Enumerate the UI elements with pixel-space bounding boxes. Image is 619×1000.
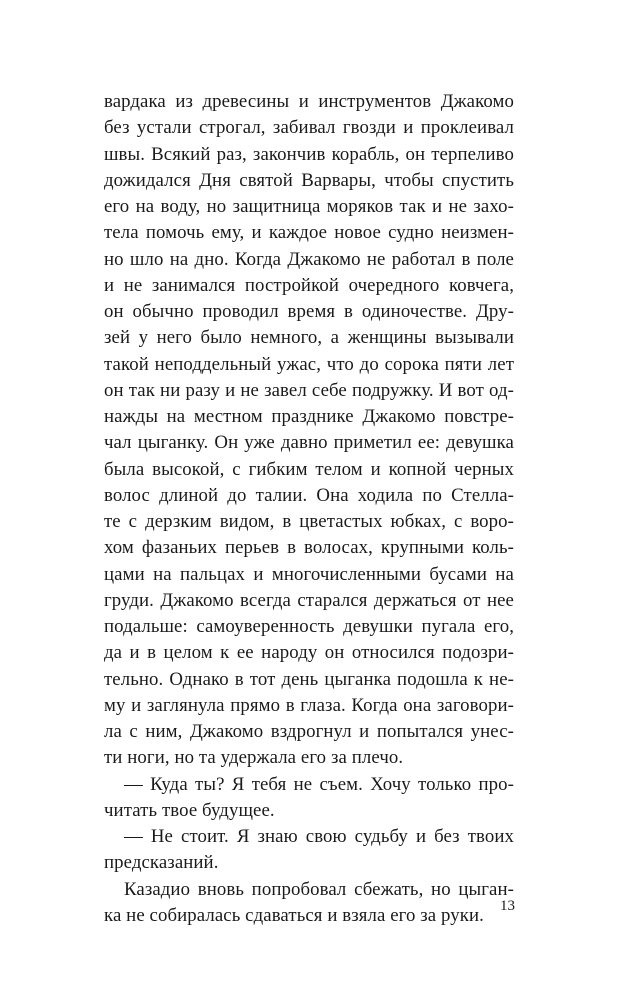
- text-line: ти ноги, но та удержала его за плечо.: [104, 747, 404, 769]
- text-line: была высокой, с гибким телом и копной черных: [104, 458, 514, 480]
- text-line: ка не собиралась сдаваться и взяла его за руки.: [104, 904, 484, 926]
- text-line: хом фазаньих перьев в волосах, крупными коль-: [104, 537, 514, 559]
- text-line: но шло на дно. Когда Джакомо не работал в поле: [104, 248, 514, 270]
- text-line: предсказаний.: [104, 852, 219, 874]
- text-line: — Не стоит. Я знаю свою судьбу и без твоих: [124, 826, 514, 847]
- text-line: его на воду, но защитница моряков так и не захо-: [104, 196, 514, 217]
- text-line: — Куда ты? Я тебя не съем. Хочу только про-: [124, 773, 514, 795]
- page-text-block: [104, 89, 514, 929]
- page-number: 13: [500, 898, 515, 914]
- text-line: му и заглянула прямо в глаза. Когда она заговори-: [104, 694, 514, 716]
- text-line: зей у него было немного, а женщины вызывали: [104, 327, 514, 349]
- text-line: дожидался Дня святой Варвары, чтобы спустить: [104, 169, 514, 191]
- text-line: и не занимался постройкой очередного ковчега,: [104, 274, 514, 296]
- text-line: цами на пальцах и многочисленными бусами на: [104, 563, 514, 585]
- text-line: такой неподдельный ужас, что до сорока пяти лет: [104, 353, 514, 375]
- text-line: подальше: самоуверенность девушки пугала его,: [104, 616, 514, 637]
- text-line: нажды на местном празднике Джакомо повстре-: [104, 406, 514, 427]
- text-line: чал цыганку. Он уже давно приметил ее: девушка: [104, 432, 514, 454]
- text-line: он так ни разу и не завел себе подружку. И вот од-: [104, 379, 514, 401]
- text-line: швы. Всякий раз, закончив корабль, он терпеливо: [104, 143, 514, 165]
- text-line: он обычно проводил время в одиночестве. Дру-: [104, 301, 514, 322]
- text-line: да и в целом к ее народу он относился подозри-: [104, 642, 514, 664]
- text-line: груди. Джакомо всегда старался держаться от нее: [104, 589, 514, 611]
- text-line: читать твое будущее.: [104, 799, 275, 821]
- text-line: ла с ним, Джакомо вздрогнул и попытался унес-: [104, 721, 514, 742]
- text-line: тельно. Однако в тот день цыганка подошла к не-: [104, 668, 514, 690]
- text-line: тела помочь ему, и каждое новое судно неизмен-: [104, 222, 514, 244]
- text-line: без устали строгал, забивал гвозди и проклеивал: [104, 117, 514, 139]
- text-line: волос длиной до талии. Она ходила по Стелла-: [104, 484, 514, 506]
- text-line: вардака из древесины и инструментов Джакомо: [104, 91, 514, 112]
- text-line: те с дерзким видом, в цветастых юбках, с воро-: [104, 511, 514, 532]
- text-line: Казадио вновь попробовал сбежать, но цыган-: [124, 878, 514, 900]
